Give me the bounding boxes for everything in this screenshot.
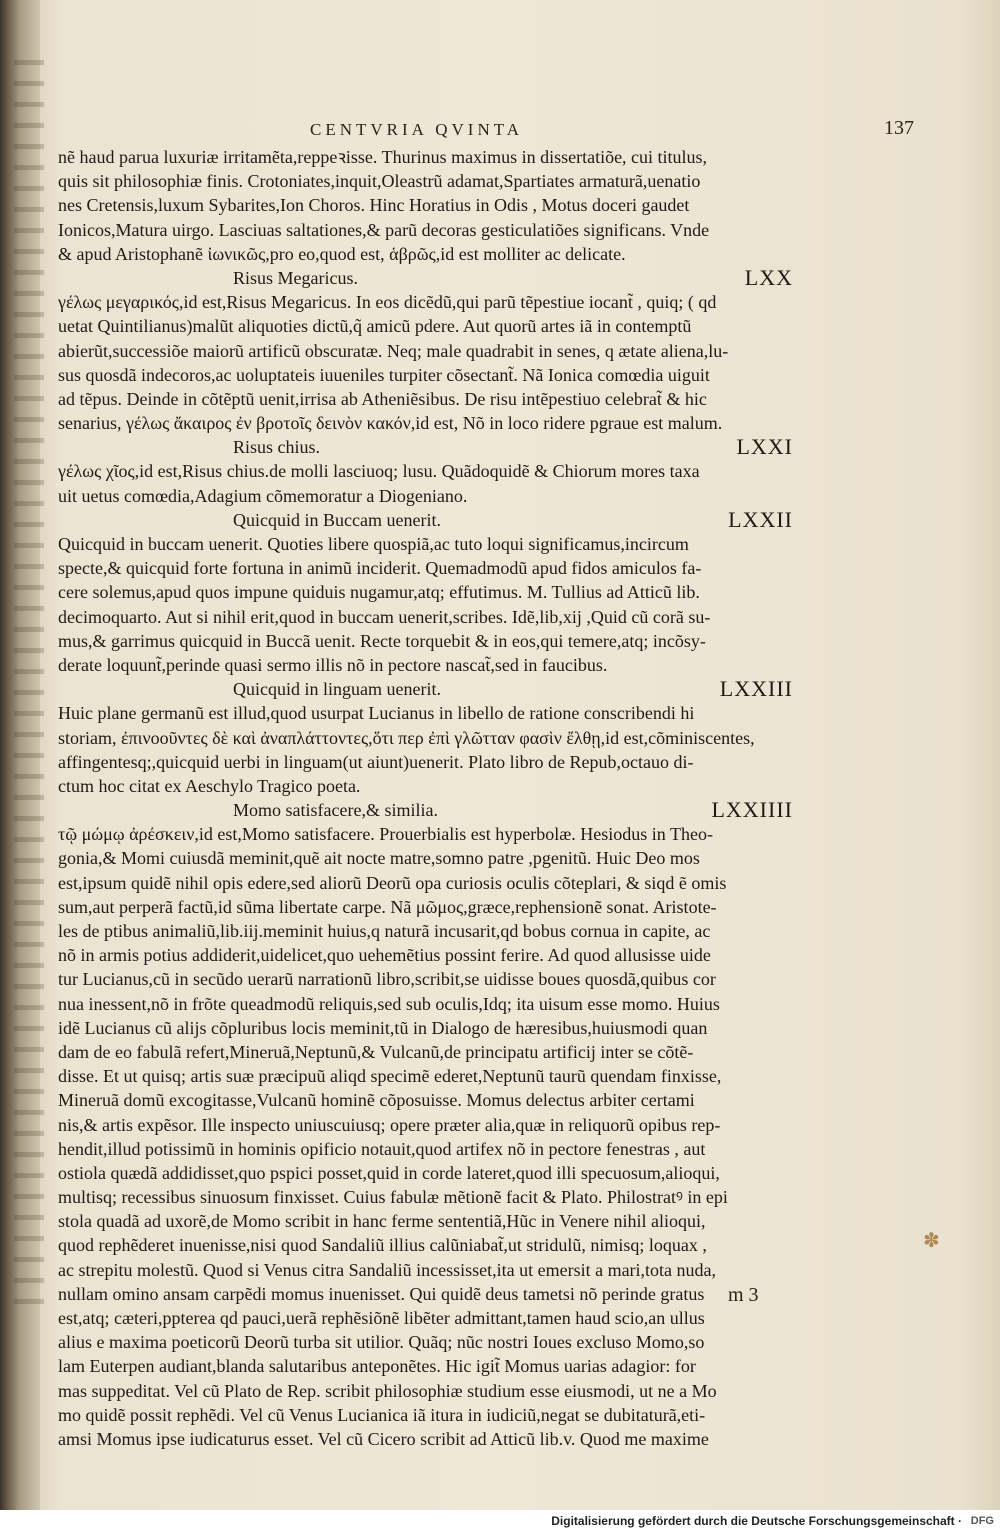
text-line: Huic plane germanũ est illud,quod usurpat Lucianus in libello de ratione conscribendi hi xyxy=(58,703,695,724)
folio-number: 137 xyxy=(884,117,914,139)
text-line: amsi Momus ipse iudicaturus esset. Vel cũ Cicero scribit ad Atticũ lib.v. Quod me maxime xyxy=(58,1428,709,1449)
text-line: stola quadã ad uxorẽ,de Momo scribit in hanc ferme sententiã,Hũc in Venere nihil alioqui, xyxy=(58,1211,706,1232)
text-line: nẽ haud parua luxuriæ irritamẽta,reppeꝛisse. Thurinus maximus in dissertatiõe, cui titulus, xyxy=(58,147,708,167)
text-line: derate loquunt̃,perinde quasi sermo illis nõ in pectore nascat̃,sed in faucibus. xyxy=(58,654,608,675)
text-line: sum,aut perperã factũ,id sũma libertate carpe. Nã μῶμος,græce,rephensionẽ sonat. Aristote- xyxy=(58,896,717,917)
text-line: mus,& garrimus quicquid in Buccã uenit. Recte torquebit & in eos,qui temere,atq; incõsy- xyxy=(58,630,706,651)
text-line: nõ in armis potius addiderit,uidelicet,quo uehemẽtius possint ferire. Ad quod allusisse uide xyxy=(58,945,711,966)
adage-number: LXXIII xyxy=(719,677,793,702)
text-line: lam Euterpen audiant,blanda salutaribus anteponẽtes. Hic igit̃ Momus uarias adagior: for xyxy=(58,1356,696,1377)
text-line: est,atq; cæteri,ppterea qd pauci,uerã rephẽsiõnẽ libẽter admittant,tamen haud scio,an ullus xyxy=(58,1308,705,1328)
text-line: tur Lucianus,cũ in secũdo uerarũ narrationũ libro,scribit,se uidisse boues quosdã,quibus cor xyxy=(58,969,716,990)
text-block xyxy=(58,145,793,1451)
text-line: nis,& artis expẽsor. Ille inspecto uniuscuiusq; opere præter alia,quæ in reliquorũ opibus rep- xyxy=(58,1114,721,1135)
text-line: uetat Quintilianus)malũt aliquoties dictũ,q̃ amicũ pdere. Aut quorũ artes iã in contemptũ xyxy=(58,316,692,337)
text-line: ostiola quædã addidisset,quo pspici posset,quid in corde lateret,quod illi specuosum,alioqui, xyxy=(58,1162,720,1183)
text-line: sus quosdã indecoros,ac uoluptateis iuueniles turpiter cõsectant̃. Nã Ionica comœdia uiguit xyxy=(58,364,710,385)
text-line: specte,& quicquid forte fortuna in animũ inciderit. Quemadmodũ apud fidos amiculos fa- xyxy=(58,558,702,579)
text-line: Mineruã domũ excogitasse,Vulcanũ hominẽ cõposuisse. Momus delectus arbiter certami xyxy=(58,1090,695,1111)
text-line: γέλως χῖος,id est,Risus chius.de molli lasciuoq; lusu. Quãdoquidẽ & Chiorum mores taxa xyxy=(58,461,700,482)
footer-credit: Digitalisierung gefördert durch die Deutsche Forschungsgemeinschaft · xyxy=(551,1514,962,1528)
text-line: quod rephẽderet inuenisse,nisi quod Sandaliũ illius calũniabat̃,ut stridulũ, nimisq; loquax , xyxy=(58,1235,707,1256)
dfg-logo: DFG xyxy=(970,1515,994,1527)
text-line: affingentesq;,quicquid uerbi in linguam(ut aiunt)uenerit. Plato libro de Repub,octauo di- xyxy=(58,751,694,772)
adage-title: Quicquid in Buccam uenerit. xyxy=(233,509,441,530)
text-line: idẽ Lucianus cũ alijs cõpluribus locis meminit,tũ in Dialogo de hæresibus,huiusmodi quan xyxy=(58,1017,708,1038)
text-line: uit uetus comœdia,Adagium cõmemoratur a Diogeniano. xyxy=(58,485,468,506)
text-line: abierũt,successiõe maiorũ artificũ obscuratæ. Neq; male quadrabit in senes, q ætate aliena,lu- xyxy=(58,340,729,361)
text-line: ad tẽpus. Deinde in cõtẽptũ uenit,irrisa ab Atheniẽsibus. De risu intẽpestiuo celebrat̃ & hic xyxy=(58,388,707,409)
text-line: senarius, γέλως ἄκαιρος ἐν βροτοῖς δεινὸν κακόν,id est, Nõ in loco ridere pgraue est malum. xyxy=(58,413,723,434)
text-line: & apud Aristophanẽ ἰωνικῶς,pro eo,quod est, ἁβρῶς,id est molliter ac delicate. xyxy=(58,243,626,264)
text-line: nua inessent,nõ in frõte queadmodũ reliquis,sed sub oculis,Idq; ita uisum esse momo. Huius xyxy=(58,993,720,1014)
text-line: τῷ μώμῳ ἀρέσκειν,id est,Momo satisfacere. Prouerbialis est hyperbolæ. Hesiodus in Theo- xyxy=(58,824,713,845)
running-head: CENTVRIA QVINTA xyxy=(310,120,524,139)
text-line: alius e maxima poeticorũ Deorũ turba sit utilior. Quãq; nũc nostri Ioues excluso Momo,so xyxy=(58,1332,705,1353)
text-line: quis sit philosophiæ finis. Crotoniates,inquit,Oleastrũ adamat,Spartiates armaturã,uenatio xyxy=(58,171,701,192)
adage-title: Risus chius. xyxy=(233,437,321,458)
adage-number: LXXII xyxy=(728,507,793,532)
adage-title: Risus Megaricus. xyxy=(233,267,358,288)
text-line: Ionicos,Matura uirgo. Lasciuas saltationes,& parũ decoras gesticulatiões significans. Vnde xyxy=(58,219,710,240)
text-line: mo quidẽ possit rephẽdi. Vel cũ Venus Lucianica iã itura in iudiciũ,negat se dubitaturã,eti- xyxy=(58,1404,706,1425)
adage-number: LXXIIII xyxy=(711,798,793,823)
text-line: cere solemus,apud quos impune quiduis nugamur,atq; effutimus. M. Tullius ad Atticũ lib. xyxy=(58,582,700,603)
adage-title: Momo satisfacere,& similia. xyxy=(233,800,438,821)
adage-heading xyxy=(58,508,793,532)
text-line: multisq; recessibus sinuosum finxisset. Cuius fabulæ mẽtionẽ facit & Plato. Philostratꝰ in epi xyxy=(58,1187,728,1208)
text-line: hendit,illud potissimũ in hominis opificio notauit,quod artifex nõ in pectore fenestras , aut xyxy=(58,1138,706,1159)
text-line: dam de eo fabulã refert,Mineruã,Neptunũ,& Vulcanũ,de principatu artificij inter se cõtẽ- xyxy=(58,1041,694,1062)
adage-heading xyxy=(58,435,793,459)
text-line: gonia,& Momi cuiusdã meminit,quẽ ait nocte matre,somno patre ,pgenitũ. Huic Deo mos xyxy=(58,848,700,869)
adage-number: LXX xyxy=(744,265,793,290)
adage-heading xyxy=(58,798,793,822)
text-line: nes Cretensis,luxum Sybarites,Ion Choros. Hinc Horatius in Odis , Motus doceri gaudet xyxy=(58,195,690,216)
text-line: est,ipsum quidẽ nihil opis edere,sed aliorũ Deorũ opa curiosis oculis cõteplari, & siqd ẽ omis xyxy=(58,872,727,893)
adage-title: Quicquid in linguam uenerit. xyxy=(233,679,441,700)
text-line: les de ptibus animaliũ,lib.iij.meminit huius,q naturã incusarit,qd bobus cornua in capite, ac xyxy=(58,921,711,941)
text-line: storiam, ἐπινοοῦντες δὲ καὶ ἀναπλάττοντες,ὅτι περ ἐπὶ γλῶτταν φασὶν ἔλθῃ,id est,cõminiscentes, xyxy=(58,727,755,748)
adage-heading xyxy=(58,677,793,701)
text-line: nullam omino ansam carpẽdi momus inuenisset. Qui quidẽ deus tametsi nõ perinde gratus xyxy=(58,1283,705,1304)
adage-heading xyxy=(58,266,793,290)
paper-stain: ✽ xyxy=(923,1228,940,1252)
text-line: decimoquarto. Aut si nihil erit,quod in buccam uenerit,scribes. Idẽ,lib,xij ,Quid cũ corã su- xyxy=(58,606,711,627)
text-line: mas suppeditat. Vel cũ Plato de Rep. scribit philosophiæ studium esse eiusmodi, ut ne a Mo xyxy=(58,1380,717,1401)
signature-mark: m 3 xyxy=(728,1284,759,1306)
text-line: Quicquid in buccam uenerit. Quoties libere quospiã,ac tuto loqui significamus,incircum xyxy=(58,534,689,554)
text-line: γέλως μεγαρικός,id est,Risus Megaricus. In eos dicẽdũ,qui parũ tẽpestiue iocant̃ , quiq; ( qd xyxy=(58,292,717,313)
text-line: ac strepitu molestũ. Quod si Venus citra Sandaliũ incessisset,ita ut emersit a mari,tota nuda, xyxy=(58,1259,717,1280)
facing-page-edge xyxy=(14,60,44,1320)
text-line: disse. Et ut quisq; artis suæ præcipuũ aliqd specimẽ ederet,Neptunũ taurũ quendam finxisse, xyxy=(58,1066,722,1087)
text-line: ctum hoc citat ex Aeschylo Tragico poeta. xyxy=(58,775,361,796)
adage-number: LXXI xyxy=(736,435,793,460)
